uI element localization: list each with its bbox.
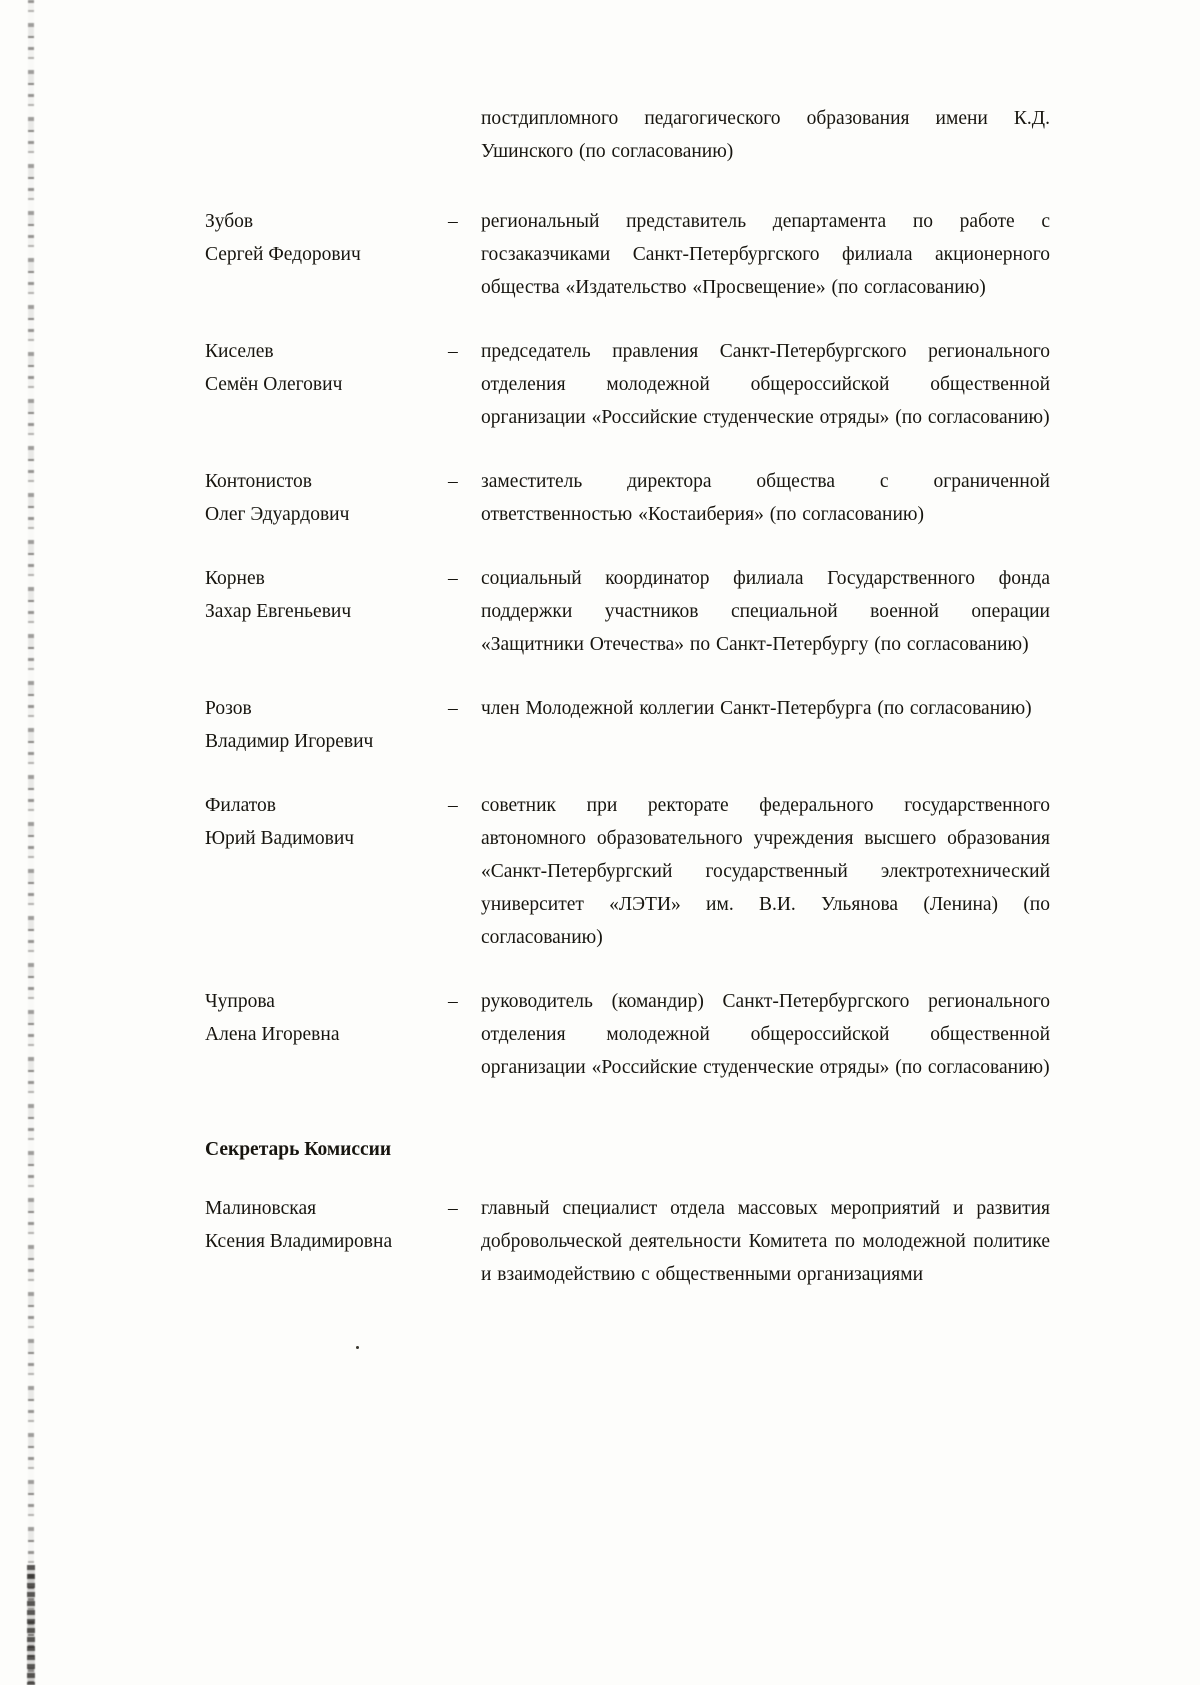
member-surname: Зубов [205,211,254,232]
member-name [205,692,448,758]
dash-separator: – [448,991,458,1012]
member-description: член Молодежной коллегии Санкт-Петербурга (по согласованию) [481,698,1032,719]
member-description: руководитель (командир) Санкт-Петербургского регионального отделения молодежной общероссийской общественной организации «Российские студенческие отряды» (по согласованию) [481,991,1050,1078]
dash-separator: – [448,211,458,232]
member-given-names: Захар Евгеньевич [205,601,352,622]
member-description: заместитель директора общества с ограниченной ответственностью «Костаиберия» (по согласованию) [481,471,1050,525]
member-description: председатель правления Санкт-Петербургского регионального отделения молодежной общероссийской общественной организации «Российские студенческие отряды» (по согласованию) [481,341,1050,428]
secretary-entry [205,1192,1050,1291]
member-given-names: Олег Эдуардович [205,504,350,525]
member-surname: Киселев [205,341,274,362]
member-description: социальный координатор филиала Государственного фонда поддержки участников специальной военной операции «Защитники Отечества» по Санкт-Петербургу (по согласованию) [481,568,1050,655]
member-given-names: Сергей Федорович [205,244,361,265]
member-surname: Корнев [205,568,265,589]
member-description: региональный представитель департамента по работе с госзаказчиками Санкт-Петербургского филиала акционерного общества «Издательство «Просвещение» (по согласованию) [481,211,1050,298]
member-surname: Чупрова [205,991,275,1012]
scan-artifact-bottom-left [27,1565,35,1685]
dash-separator: – [448,568,458,589]
member-surname: Розов [205,698,252,719]
member-surname: Контонистов [205,471,312,492]
continuation-text: постдипломного педагогического образования имени К.Д. Ушинского (по согласованию) [481,108,1050,162]
member-entry [205,562,1050,661]
empty-dash-column [448,102,481,168]
dash-separator: – [448,795,458,816]
member-description: советник при ректорате федерального государственного автономного образовательного учреждения высшего образования «Санкт-Петербургский государственный электротехнический университет «ЛЭТИ» им. В.И. Ульянова (Ленина) (по согласованию) [481,795,1050,948]
member-entry [205,335,1050,434]
member-surname: Филатов [205,795,276,816]
member-name [205,789,448,954]
member-entry [205,789,1050,954]
dash-separator: – [448,471,458,492]
document-content [205,102,1050,1322]
empty-name-column [205,102,448,168]
member-name [205,1192,448,1291]
scan-artifact-left-edge [28,0,34,1685]
member-given-names: Алена Игоревна [205,1024,340,1045]
member-name [205,205,448,304]
dash-separator: – [448,698,458,719]
member-given-names: Владимир Игоревич [205,731,374,752]
member-name [205,985,448,1084]
member-given-names: Семён Олегович [205,374,343,395]
member-entry [205,465,1050,531]
dash-separator: – [448,341,458,362]
member-entry [205,985,1050,1084]
member-surname: Малиновская [205,1198,317,1219]
member-name [205,465,448,531]
member-name [205,562,448,661]
member-given-names: Юрий Вадимович [205,828,355,849]
member-name [205,335,448,434]
section-heading-secretary: Секретарь Комиссии [205,1139,392,1160]
continuation-paragraph-row [205,102,1050,168]
dash-separator: – [448,1198,458,1219]
scan-speck [356,1346,359,1349]
member-entry [205,692,1050,758]
member-entry [205,205,1050,304]
member-given-names: Ксения Владимировна [205,1231,393,1252]
secretary-description: главный специалист отдела массовых мероприятий и развития добровольческой деятельности Комитета по молодежной политике и взаимодействию с общественными организациями [481,1198,1050,1285]
